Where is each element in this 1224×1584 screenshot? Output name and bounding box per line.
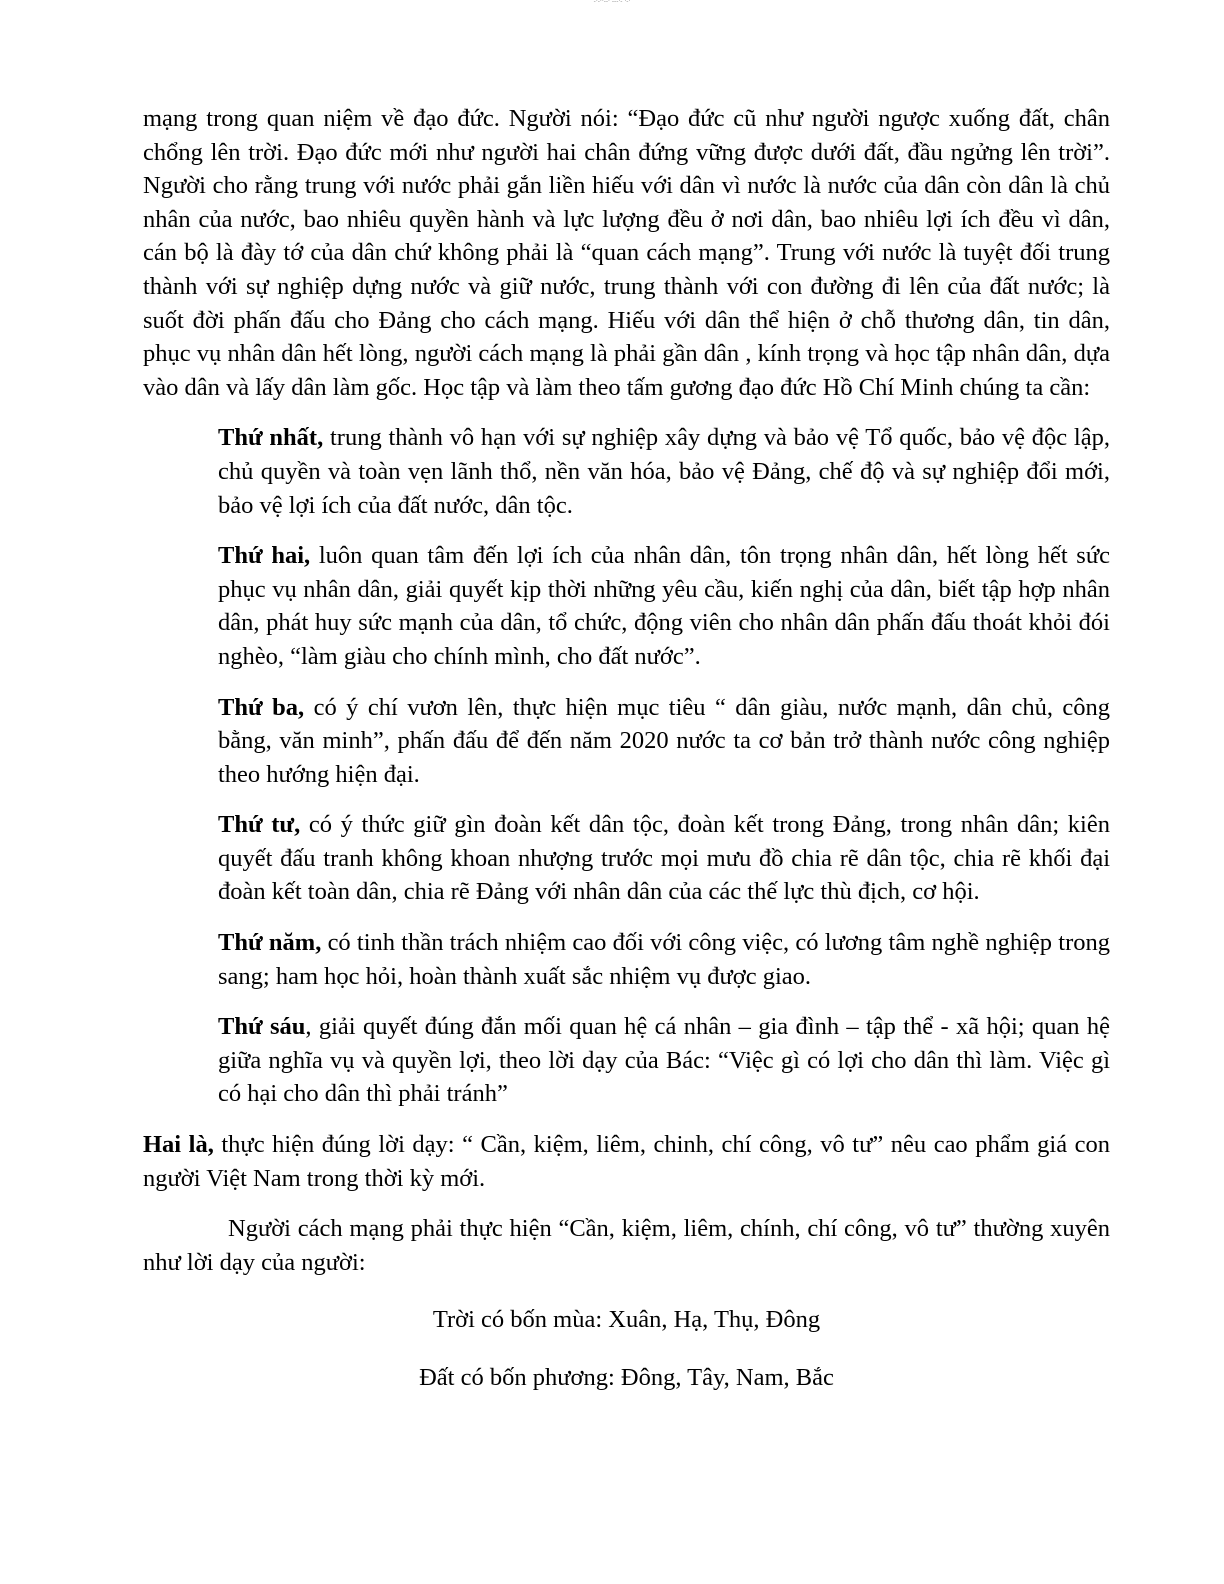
paragraph-lead: Hai là, (143, 1131, 214, 1159)
paragraph-hai-la (143, 1128, 1110, 1195)
paragraph-lead: Thứ tư, (218, 811, 301, 839)
paragraph-text: trung thành vô hạn với sự nghiệp xây dựng và bảo vệ Tổ quốc, bảo vệ độc lập, chủ quyền và toàn vẹn lãnh thổ, nền văn hóa, bảo vệ Đảng, chế độ và sự nghiệp đổi mới, bảo vệ lợi ích của đất nước, dân tộc. (218, 424, 1110, 519)
paragraph-body-continuation (143, 102, 1110, 404)
paragraph-lead: Thứ ba, (218, 693, 305, 721)
paragraph-lead: Thứ nhất, (218, 424, 324, 452)
paragraph-text: , giải quyết đúng đắn mối quan hệ cá nhân – gia đình – tập thể - xã hội; quan hệ giữa nghĩa vụ và quyền lợi, theo lời dạy của Bác: “Việc gì có lợi cho dân thì làm. Việc gì có hại cho dân thì phải tránh” (218, 1013, 1110, 1108)
paragraph-lead: Thứ hai, (218, 542, 311, 570)
paragraph-lead: Thứ sáu (218, 1013, 306, 1041)
paragraph-thu-nam (218, 926, 1110, 993)
paragraph-text: thực hiện đúng lời dạy: “ Cần, kiệm, liêm, chinh, chí công, vô tư” nêu cao phẩm giá con người Việt Nam trong thời kỳ mới. (143, 1131, 1110, 1192)
quote-line-seasons (143, 1303, 1110, 1337)
page-top-artifact: -·-··--· ---·- ·-· (593, 0, 631, 5)
quote-text: Trời có bốn mùa: Xuân, Hạ, Thụ, Đông (432, 1306, 821, 1334)
document-page (143, 102, 1110, 1395)
paragraph-text: mạng trong quan niệm về đạo đức. Người nói: “Đạo đức cũ như người ngược xuống đất, chân chổng lên trời. Đạo đức mới như người hai chân đứng vững được dưới đất, đầu ngửng lên trời”. Người cho rằng trung với nước phải gắn liền hiếu với dân vì nước là nước của dân còn dân là chủ nhân của nước, bao nhiêu quyền hành và lực lượng đều ở nơi dân, bao nhiêu lợi ích đều vì dân, cán bộ là đày tớ của dân chứ không phải là “quan cách mạng”. Trung với nước là tuyệt đối trung thành với sự nghiệp dựng nước và giữ nước, trung thành với con đường đi lên của đất nước; là suốt đời phấn đấu cho Đảng cho cách mạng. Hiếu với dân thể hiện ở chỗ thương dân, tin dân, phục vụ nhân dân hết lòng, người cách mạng là phải gần dân , kính trọng và học tập nhân dân, dựa vào dân và lấy dân làm gốc. Học tập và làm theo tấm gương đạo đức Hồ Chí Minh chúng ta cần: (143, 105, 1110, 401)
quote-line-directions (143, 1361, 1110, 1395)
paragraph-nguoi-cach-mang (143, 1212, 1110, 1279)
paragraph-text: có tinh thần trách nhiệm cao đối với công việc, có lương tâm nghề nghiệp trong sang; ham học hỏi, hoàn thành xuất sắc nhiệm vụ được giao. (218, 929, 1110, 990)
paragraph-thu-hai (218, 539, 1110, 673)
paragraph-text: Người cách mạng phải thực hiện “Cần, kiệm, liêm, chính, chí công, vô tư” thường xuyên như lời dạy của người: (143, 1215, 1110, 1276)
paragraph-thu-sau (218, 1010, 1110, 1111)
quote-text: Đất có bốn phương: Đông, Tây, Nam, Bắc (419, 1364, 834, 1391)
paragraph-text: luôn quan tâm đến lợi ích của nhân dân, tôn trọng nhân dân, hết lòng hết sức phục vụ nhân dân, giải quyết kịp thời những yêu cầu, kiến nghị của dân, biết tập hợp nhân dân, phát huy sức mạnh của dân, tổ chức, động viên cho nhân dân phấn đấu thoát khỏi đói nghèo, “làm giàu cho chính mình, cho đất nước”. (218, 542, 1110, 670)
paragraph-text: có ý chí vươn lên, thực hiện mục tiêu “ dân giàu, nước mạnh, dân chủ, công bằng, văn minh”, phấn đấu để đến năm 2020 nước ta cơ bản trở thành nước công nghiệp theo hướng hiện đại. (218, 693, 1111, 788)
paragraph-thu-nhat (218, 421, 1110, 522)
paragraph-thu-ba (218, 691, 1110, 792)
paragraph-text: có ý thức giữ gìn đoàn kết dân tộc, đoàn kết trong Đảng, trong nhân dân; kiên quyết đấu tranh không khoan nhượng trước mọi mưu đồ chia rẽ dân tộc, chia rẽ khối đại đoàn kết toàn dân, chia rẽ Đảng với nhân dân của các thế lực thù địch, cơ hội. (218, 811, 1110, 906)
paragraph-lead: Thứ năm, (218, 929, 322, 957)
paragraph-thu-tu (218, 808, 1110, 909)
